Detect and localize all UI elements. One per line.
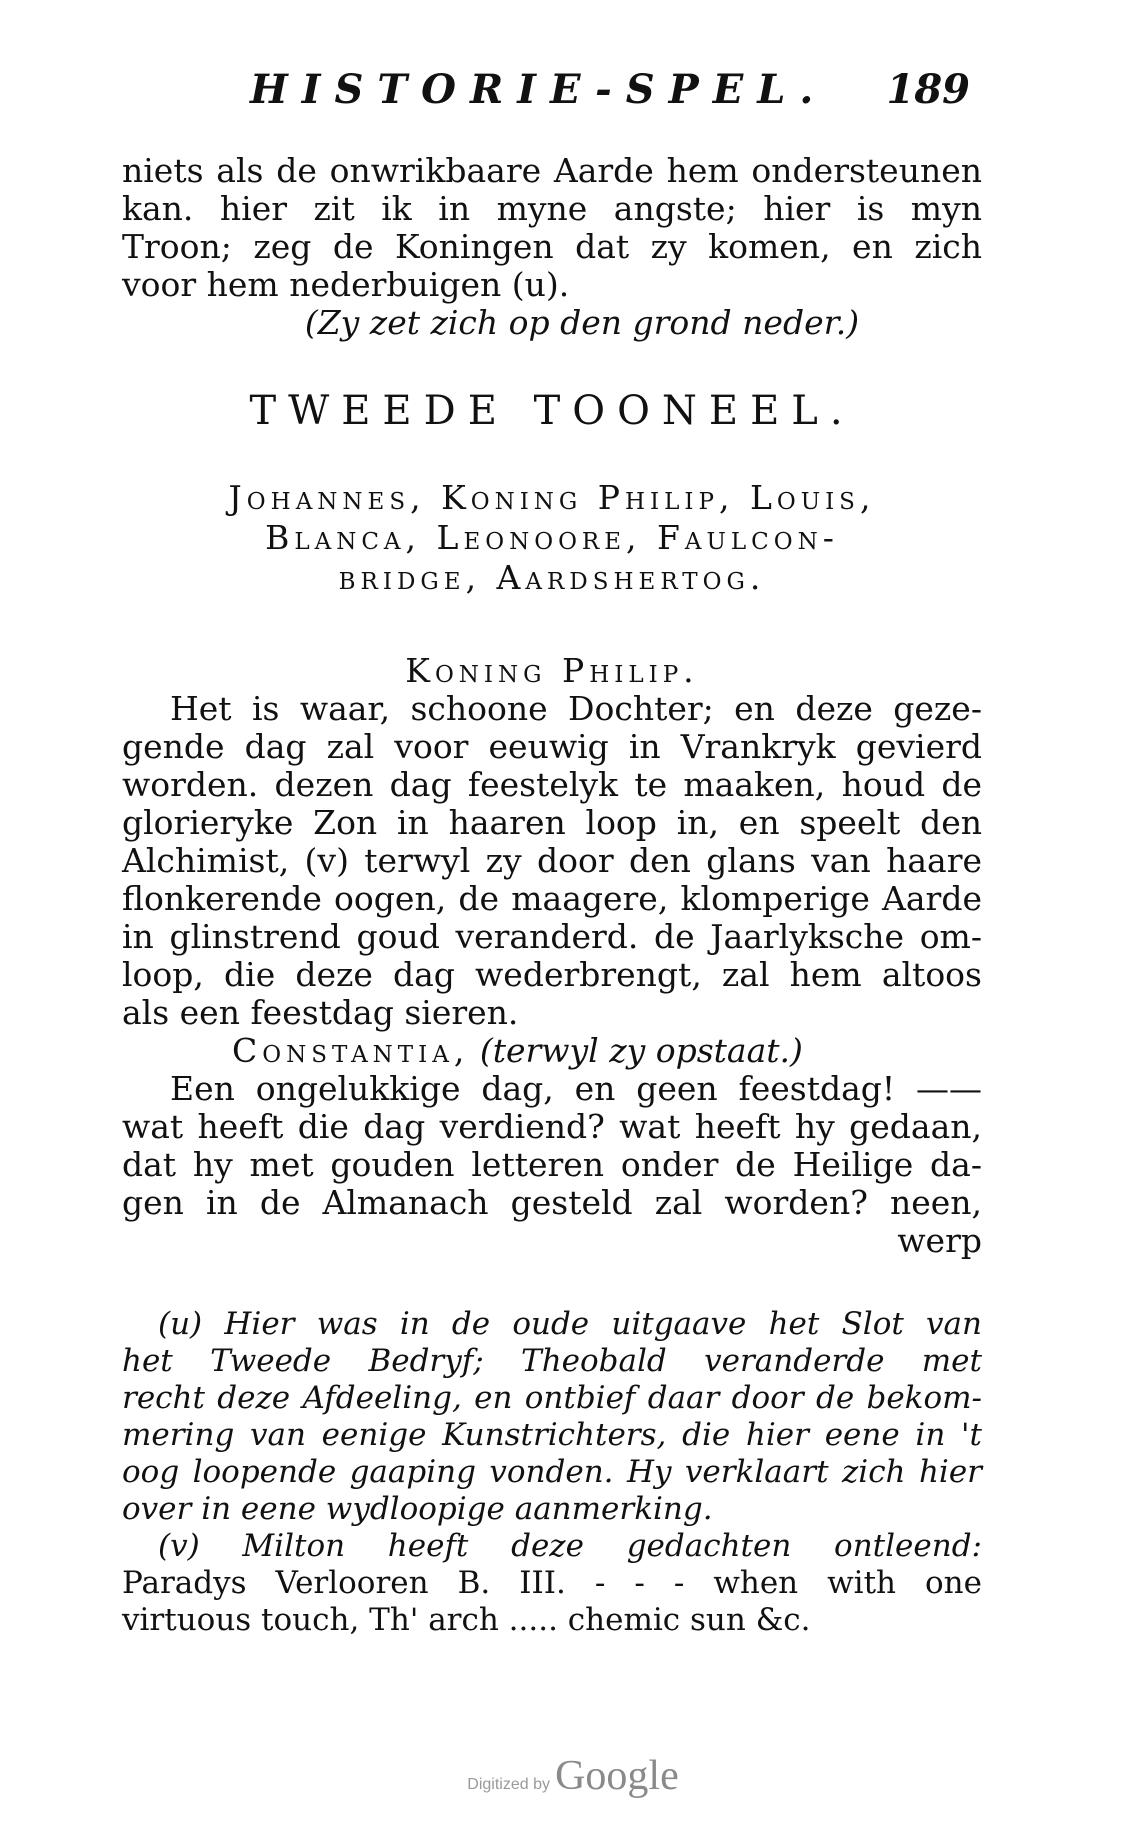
footnote-line: virtuous touch, Th' arch ..... chemic sun &c. [122, 1602, 811, 1638]
watermark-prefix: Digitized by [467, 1776, 550, 1793]
footnote-line: het Tweede Bedryf; Theobald veranderde met [122, 1343, 982, 1379]
stage-direction: (terwyl zy opstaat.) [479, 1031, 803, 1070]
text-line: glorieryke Zon in haaren loop in, en speelt den [122, 803, 982, 842]
text-line: loop, die deze dag wederbrengt, zal hem altoos [122, 955, 982, 994]
text-line: kan. hier zit ik in myne angste; hier is myn [122, 189, 982, 228]
text-line: gende dag zal voor eeuwig in Vrankryk gevierd [122, 727, 982, 766]
footnote-line: oog loopende gaaping vonden. Hy verklaart zich hier [122, 1454, 982, 1490]
text-line: niets als de onwrikbaare Aarde hem ondersteunen [122, 151, 982, 190]
footnotes [122, 1306, 982, 1639]
scene-title: TWEEDE TOONEEL. [249, 388, 855, 434]
catchword: werp [897, 1221, 982, 1260]
speech-constantia [122, 1032, 982, 1260]
speaker-name: Constantia, [232, 1031, 470, 1070]
stage-direction: (Zy zet zich op den grond neder.) [304, 303, 860, 342]
footnote-line: (u) Hier was in de oude uitgaave het Slot van [158, 1306, 982, 1342]
speaker-name: Koning Philip. [405, 651, 699, 690]
text-line: flonkerende oogen, de maagere, klomperige Aarde [122, 879, 982, 918]
text-line: in glinstrend goud veranderd. de Jaarlyksche om- [122, 917, 982, 956]
cast-line: Johannes, Koning Philip, Louis, [228, 478, 876, 517]
cast-line: bridge, Aardshertog. [338, 558, 766, 597]
text-line: Het is waar, schoone Dochter; en deze geze- [170, 689, 982, 728]
opening-speech [122, 152, 982, 342]
speaker-line [122, 1032, 982, 1070]
page-header [250, 66, 970, 126]
text-line: dat hy met gouden letteren onder de Heilige da- [122, 1145, 982, 1184]
text-line: Troon; zeg de Koningen dat zy komen, en zich [122, 227, 982, 266]
cast-line: Blanca, Leonoore, Faulcon- [265, 518, 839, 557]
footnote-line: Paradys Verlooren B. III. - - - when with one [122, 1565, 982, 1601]
speech-koning-philip [122, 652, 982, 1032]
google-logo: Google [555, 1753, 679, 1799]
text-line: worden. dezen dag feestelyk te maaken, houd de [122, 765, 982, 804]
text-line: als een feestdag sieren. [122, 993, 519, 1032]
page-number: 189 [886, 66, 970, 113]
footnote-line: over in eene wydloopige aanmerking. [122, 1491, 713, 1527]
cast-list [122, 478, 982, 598]
footnote-line: recht deze Afdeeling, en ontbief daar door de bekom- [122, 1380, 982, 1416]
text-line: voor hem nederbuigen (u). [122, 265, 570, 304]
text-line: Alchimist, (v) terwyl zy door den glans van haare [122, 841, 982, 880]
text-line: wat heeft die dag verdiend? wat heeft hy gedaan, [122, 1107, 982, 1146]
footnote-line: mering van eenige Kunstrichters, die hier eene in 't [122, 1417, 982, 1453]
digitized-watermark [0, 1752, 1146, 1800]
text-line: gen in de Almanach gesteld zal worden? neen, [122, 1183, 982, 1222]
footnote-line: (v) Milton heeft deze gedachten ontleend: [158, 1528, 982, 1564]
running-head: HISTORIE-SPEL. [250, 66, 828, 113]
text-line: Een ongelukkige dag, en geen feestdag! —— [170, 1069, 982, 1108]
